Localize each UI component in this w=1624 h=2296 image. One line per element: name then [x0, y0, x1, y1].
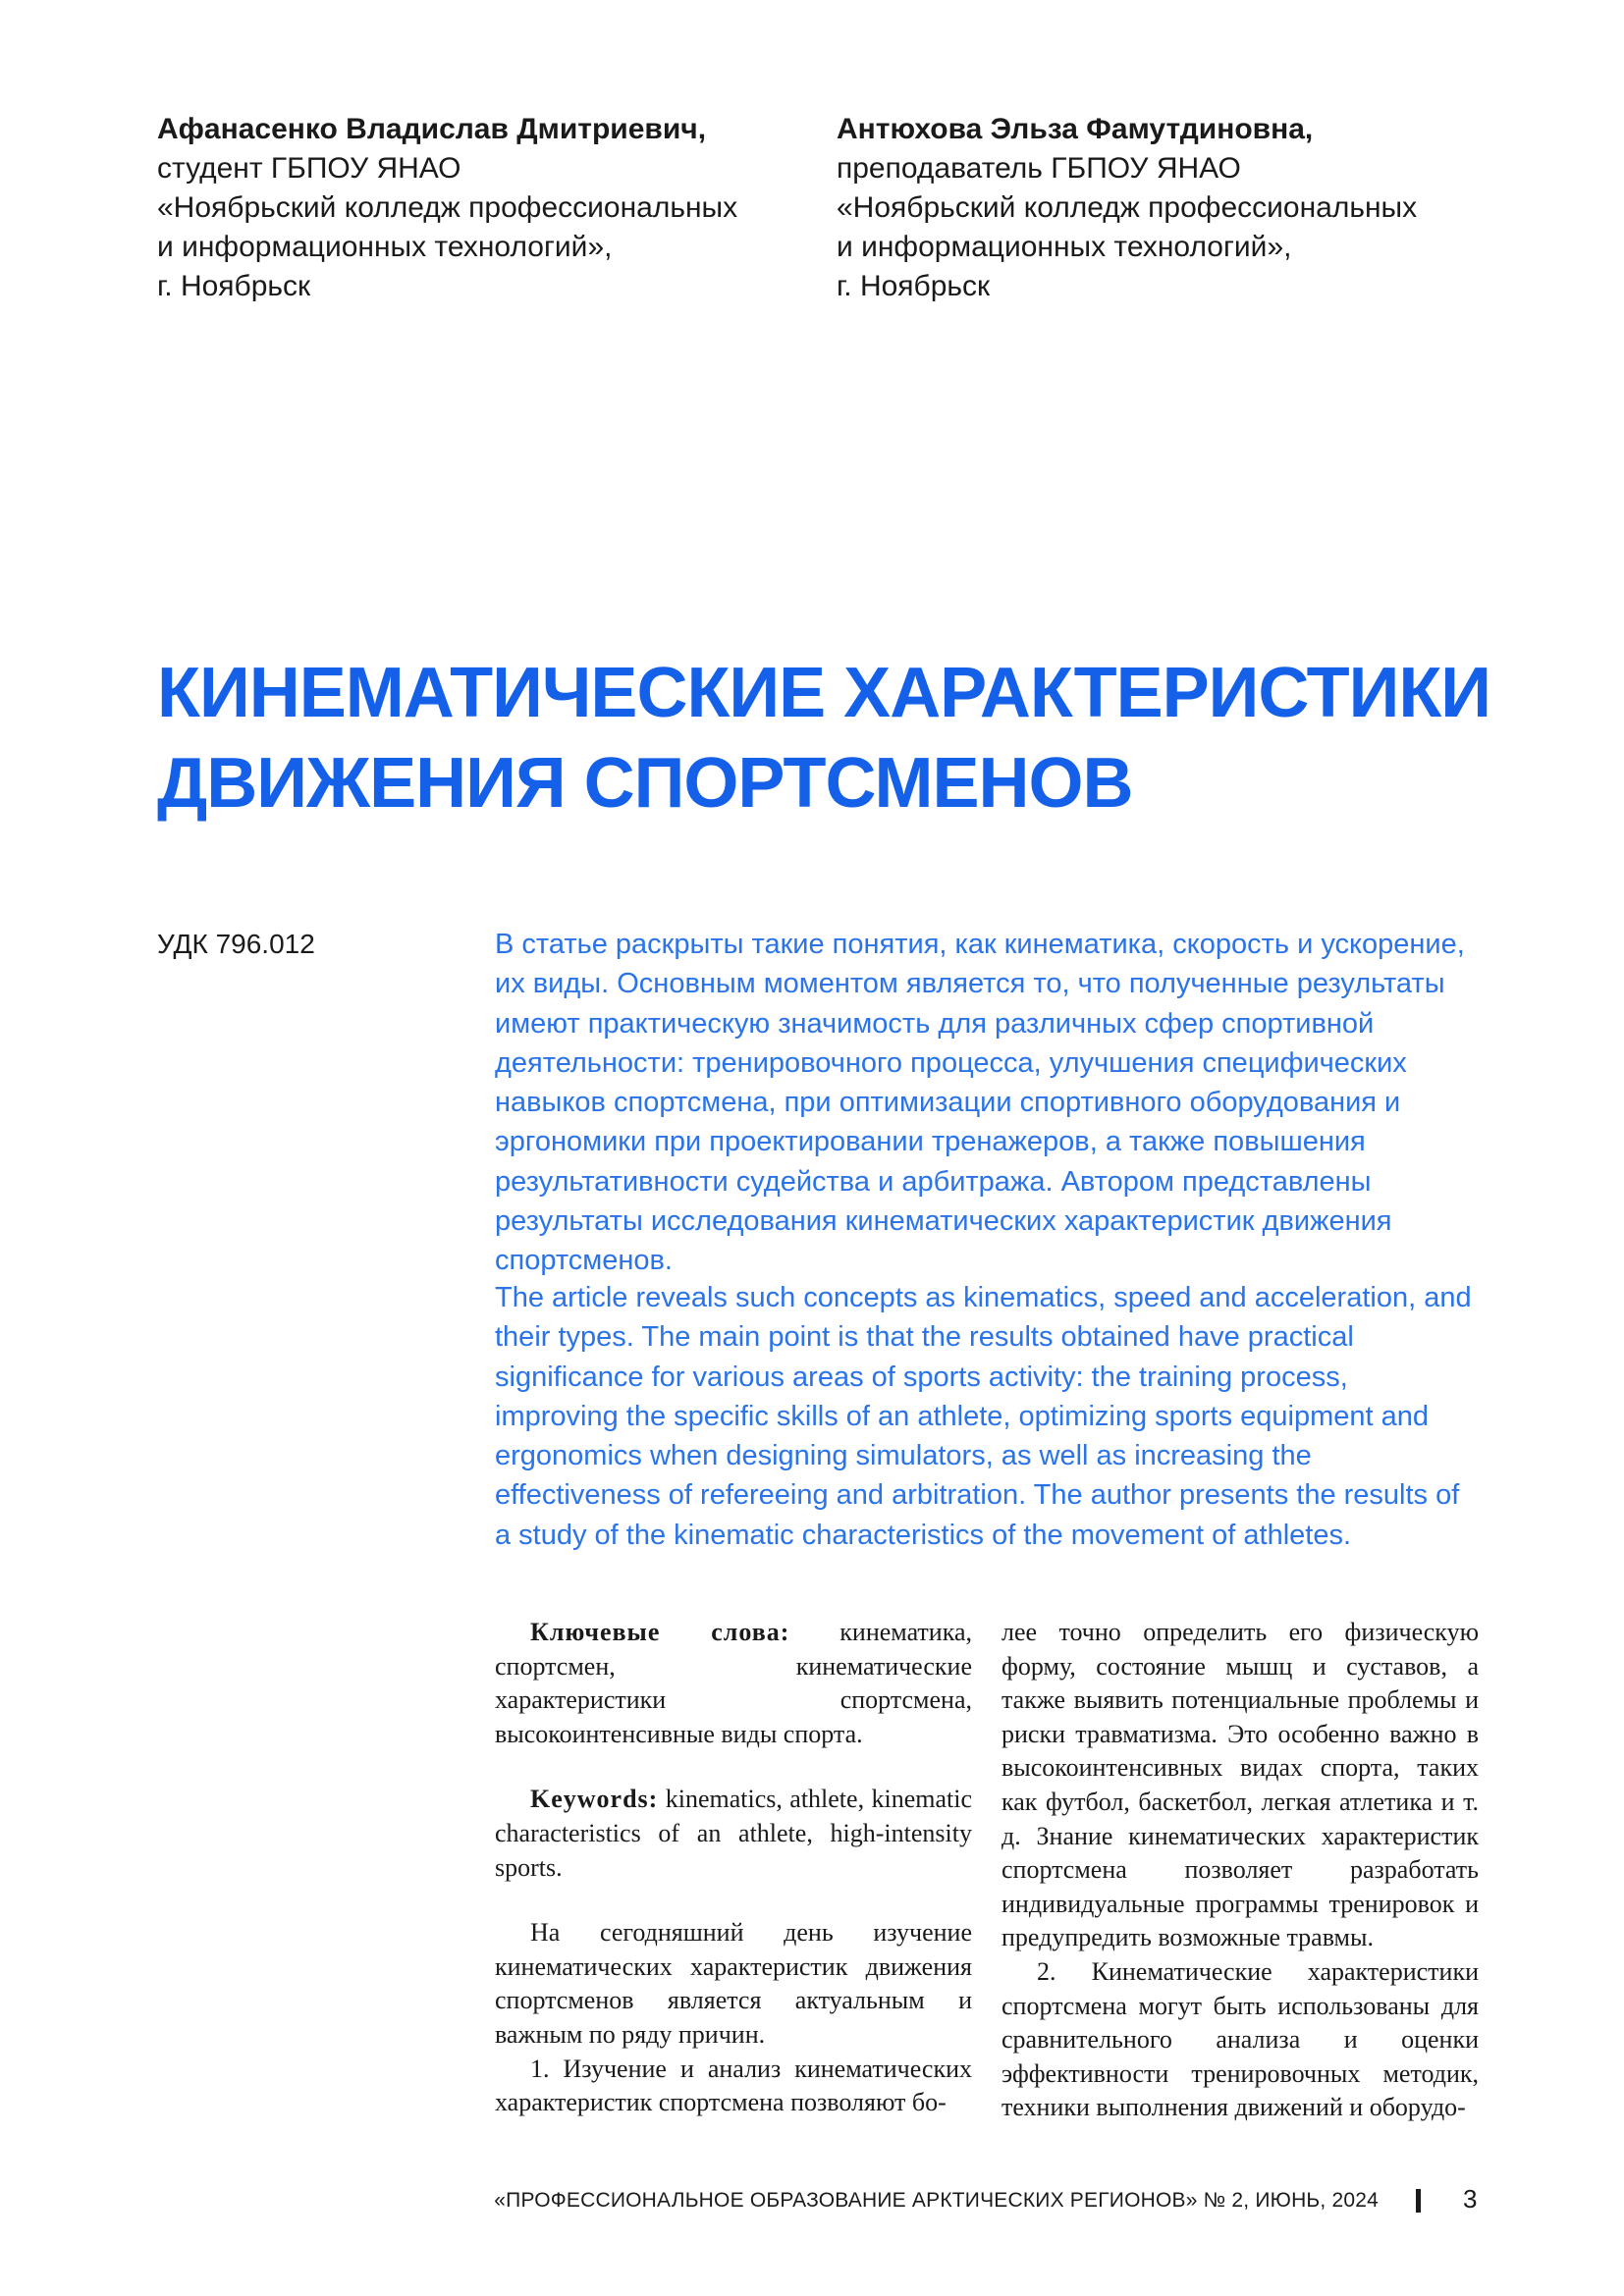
journal-title: «ПРОФЕССИОНАЛЬНОЕ ОБРАЗОВАНИЕ АРКТИЧЕСКИХ РЕГИОНОВ» № 2, ИЮНЬ, 2024 — [494, 2189, 1379, 2212]
page-footer — [0, 2181, 1624, 2220]
author-name: Афанасенко Владислав Дмитриевич, — [157, 113, 707, 145]
author-position: студент ГБПОУ ЯНАО — [157, 152, 461, 185]
keywords-russian — [495, 1616, 972, 1751]
author-institution-cont: и информационных технологий», — [837, 231, 1292, 263]
keywords-english-text: kinematics, athlete, kinematic characteristics of an athlete, high-intensity sports. — [495, 1785, 972, 1882]
body-column-left — [495, 1616, 972, 2120]
author-name: Антюхова Эльза Фамутдиновна, — [837, 113, 1314, 145]
author-block-antyukhova — [837, 110, 1465, 306]
author-block-afanasenko — [157, 110, 785, 306]
author-city: г. Ноябрьск — [837, 270, 991, 302]
author-city: г. Ноябрьск — [157, 270, 311, 302]
body-paragraph-point-2: 2. Кинематические характеристики спортсмена могут быть использованы для сравнительного анализа и оценки эффективности тренировочных методик, техники выполнения движений и оборудо- — [1001, 1956, 1479, 2122]
article-title-line-2: ДВИЖЕНИЯ СПОРТСМЕНОВ — [157, 744, 1133, 823]
page-number: 3 — [1463, 2184, 1478, 2214]
author-institution: «Ноябрьский колледж профессиональных — [157, 191, 738, 224]
body-column-right — [1001, 1616, 1479, 2125]
footer-divider — [1416, 2189, 1421, 2213]
body-paragraph-intro: На сегодняшний день изучение кинематических характеристик движения спортсменов является актуальным и важным по ряду причин. — [495, 1918, 972, 2049]
keywords-english-label: Keywords: — [530, 1785, 659, 1814]
keywords-russian-text: кинематика, спортсмен, кинематические характеристики спортсмена, высокоинтенсивные виды спорта. — [495, 1618, 972, 1748]
author-institution: «Ноябрьский колледж профессиональных — [837, 191, 1418, 224]
keywords-english — [495, 1783, 972, 1885]
body-paragraph-point-1-continued: лее точно определить его физическую форму, состояние мышц и суставов, а также выявить потенциальные проблемы и риски травматизма. Это особенно важно в высокоинтенсивных видах спорта, таких как футбол, баскетбол, легкая атлетика и т. д. Знание кинематических характеристик спортсмена позволяет разработать индивидуальные программы тренировок и предупредить возможные травмы. — [1001, 1618, 1479, 1952]
body-paragraph-point-1: 1. Изучение и анализ кинематических характеристик спортсмена позволяют бо- — [495, 2054, 972, 2117]
udc-code: УДК 796.012 — [157, 929, 315, 959]
abstract-russian: В статье раскрыты такие понятия, как кинематика, скорость и ускорение, их виды. Основным моментом является то, что полученные результаты имеют практическую значимость для различных сфер спортивной деятельности: тренировочного процесса, улучшения специфических навыков спортсмена, при оптимизации спортивного оборудования и эргономики при проектировании тренажеров, а также повышения результативности судейства и арбитража. Автором представлены результаты исследования кинематических характеристик движения спортсменов. — [495, 929, 1465, 1277]
author-position: преподаватель ГБПОУ ЯНАО — [837, 152, 1241, 185]
article-title-line-1: КИНЕМАТИЧЕСКИЕ ХАРАКТЕРИСТИКИ — [157, 654, 1491, 732]
abstract-english: The article reveals such concepts as kinematics, speed and acceleration, and their types. The main point is that the results obtained have practical significance for various areas of sports activity: the training process, improving the specific skills of an athlete, optimizing sports equipment and ergonomics when designing simulators, as well as increasing the effectiveness of refereeing and arbitration. The author presents the results of a study of the kinematic characteristics of the movement of athletes. — [495, 1282, 1472, 1551]
author-institution-cont: и информационных технологий», — [157, 231, 613, 263]
article-title — [157, 648, 1492, 828]
keywords-russian-label: Ключевые слова: — [530, 1618, 790, 1646]
